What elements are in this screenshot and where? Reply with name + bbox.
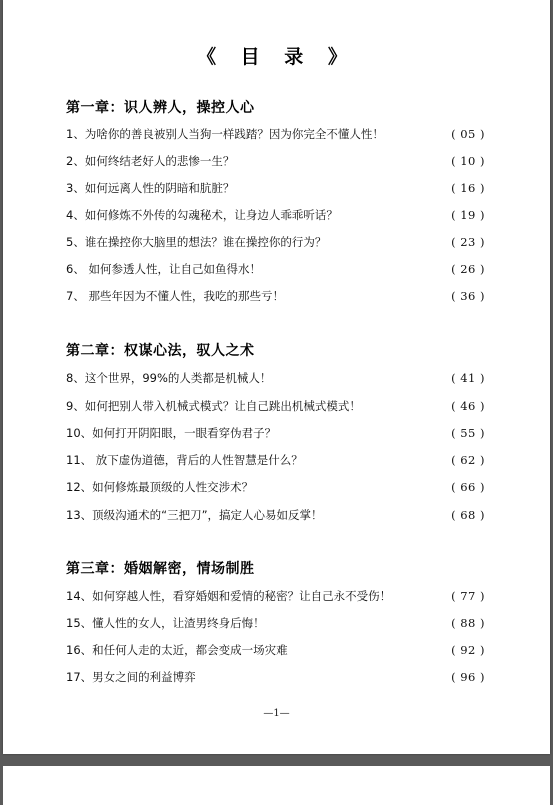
entry-page-number: ( 46 ): [451, 399, 485, 413]
entry-page-number: ( 92 ): [451, 643, 485, 657]
document-page: [3, 0, 550, 754]
toc-entry: [66, 615, 485, 631]
next-page-edge: [3, 766, 550, 805]
toc-entry: [66, 669, 485, 685]
chapter-heading: 第一章：识人辨人，操控人心: [66, 100, 255, 116]
entry-title: 13、顶级沟通术的“三把刀”，搞定人心易如反掌！: [66, 508, 323, 522]
toc-entry: [66, 180, 485, 196]
entry-title: 6、 如何参透人性，让自己如鱼得水！: [66, 262, 261, 276]
entry-title: 14、如何穿越人性，看穿婚姻和爱情的秘密？让自己永不受伤！: [66, 589, 392, 603]
page-number-footer: —1—: [263, 708, 290, 719]
entry-title: 5、谁在操控你大脑里的想法？谁在操控你的行为？: [66, 235, 327, 249]
entry-title: 17、男女之间的利益博弈: [66, 670, 196, 684]
toc-entry: [66, 452, 485, 468]
entry-page-number: ( 19 ): [451, 208, 485, 222]
entry-page-number: ( 26 ): [451, 262, 485, 276]
entry-title: 7、 那些年因为不懂人性，我吃的那些亏！: [66, 289, 284, 303]
toc-entry: [66, 153, 485, 169]
toc-entry: [66, 588, 485, 604]
toc-entry: [66, 507, 485, 523]
chapter-heading: 第二章：权谋心法，驭人之术: [66, 343, 255, 359]
toc-entry: [66, 425, 485, 441]
entry-title: 8、这个世界，99%的人类都是机械人！: [66, 371, 272, 385]
toc-entry: [66, 234, 485, 250]
entry-page-number: ( 10 ): [451, 154, 485, 168]
toc-entry: [66, 642, 485, 658]
entry-title: 2、如何终结老好人的悲惨一生？: [66, 154, 235, 168]
entry-title: 9、如何把别人带入机械式模式？让自己跳出机械式模式！: [66, 399, 361, 413]
entry-title: 11、 放下虚伪道德，背后的人性智慧是什么？: [66, 453, 303, 467]
entry-page-number: ( 88 ): [451, 616, 485, 630]
entry-page-number: ( 77 ): [451, 589, 485, 603]
toc-entry: [66, 288, 485, 304]
entry-page-number: ( 41 ): [451, 371, 485, 385]
entry-page-number: ( 05 ): [451, 127, 485, 141]
entry-page-number: ( 66 ): [451, 480, 485, 494]
entry-page-number: ( 16 ): [451, 181, 485, 195]
entry-title: 3、如何远离人性的阴暗和肮脏？: [66, 181, 235, 195]
toc-entry: [66, 479, 485, 495]
toc-title: 《 目 录 》: [197, 46, 356, 68]
entry-page-number: ( 36 ): [451, 289, 485, 303]
toc-entry: [66, 398, 485, 414]
toc-entry: [66, 126, 485, 142]
chapter-heading: 第三章：婚姻解密，情场制胜: [66, 561, 255, 577]
toc-entry: [66, 207, 485, 223]
entry-page-number: ( 23 ): [451, 235, 485, 249]
entry-title: 12、如何修炼最顶级的人性交涉术？: [66, 480, 254, 494]
toc-entry: [66, 261, 485, 277]
entry-page-number: ( 55 ): [451, 426, 485, 440]
entry-title: 4、如何修炼不外传的勾魂秘术，让身边人乖乖听话？: [66, 208, 338, 222]
entry-page-number: ( 96 ): [451, 670, 485, 684]
entry-title: 1、为啥你的善良被别人当狗一样践踏？因为你完全不懂人性！: [66, 127, 384, 141]
toc-entry: [66, 370, 485, 386]
entry-page-number: ( 68 ): [451, 508, 485, 522]
entry-title: 15、懂人性的女人，让渣男终身后悔！: [66, 616, 265, 630]
entry-title: 16、和任何人走的太近，都会变成一场灾难: [66, 643, 288, 657]
entry-page-number: ( 62 ): [451, 453, 485, 467]
entry-title: 10、如何打开阴阳眼，一眼看穿伪君子？: [66, 426, 277, 440]
